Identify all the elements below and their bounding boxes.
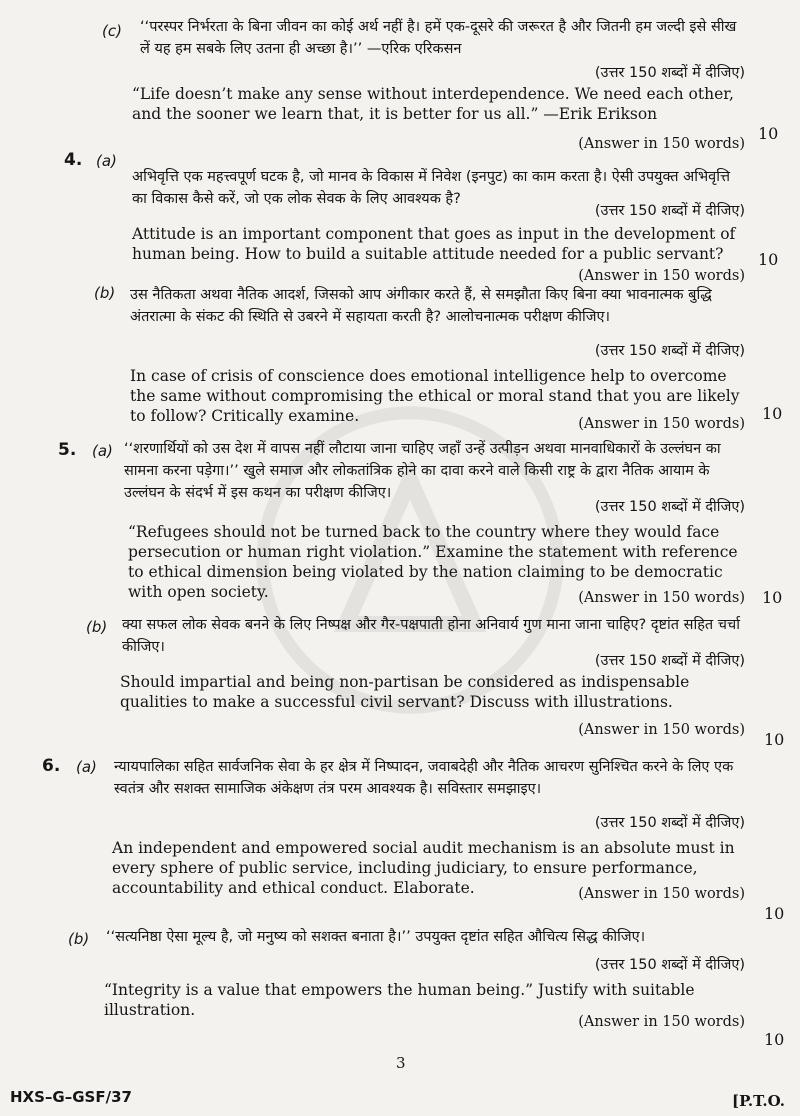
question-label: (a) <box>76 758 97 776</box>
question-hindi-text: उस नैतिकता अथवा नैतिक आदर्श, जिसको आप अंगीकार करते हैं, से समझौता किए बिना क्या भावनात्मक बुद्धि अंतरात्मा के संकट की स्थिति से उबरने में सहायता करती है? आलोचनात्मक परीक्षण कीजिए। <box>130 287 712 325</box>
paper-code: HXS–G–GSF/37 <box>10 1088 132 1106</box>
question-english-text: Should impartial and being non-partisan be considered as indispensable qualities to make a successful civil servant? Discuss with illustrations. <box>120 673 690 711</box>
english-answer-instruction: (Answer in 150 words) <box>578 886 745 902</box>
marks: 10 <box>764 730 785 749</box>
question-hindi-text: ‘‘शरणार्थियों को उस देश में वापस नहीं लौटाया जाना चाहिए जहाँ उन्हें उत्पीड़न अथवा मानवाधिकारों के उल्लंघन का सामना करना पड़ेगा।’’ खुले समाज और लोकतांत्रिक होने का दावा करने वाले किसी राष्ट्र के द्वारा नैतिक आयाम के उल्लंघन के संदर्भ में इस कथन का परीक्षण कीजिए। <box>124 441 721 501</box>
marks: 10 <box>758 124 779 143</box>
pto-marker: [P.T.O. <box>732 1092 785 1110</box>
question-label: (a) <box>96 152 117 170</box>
hindi-answer-instruction: (उत्तर 150 शब्दों में दीजिए) <box>594 499 745 515</box>
english-answer-instruction: (Answer in 150 words) <box>578 590 745 606</box>
english-answer-instruction: (Answer in 150 words) <box>578 416 745 432</box>
question-label: (a) <box>92 442 113 460</box>
question-number: 5. <box>58 440 77 460</box>
question-label: (b) <box>68 930 90 948</box>
question-english-text: In case of crisis of conscience does emotional intelligence help to overcome the same without compromising the ethical or moral stand that you are likely to follow? Critically examine. <box>130 367 740 425</box>
question-english-text: Attitude is an important component that goes as input in the development of human being. How to build a suitable attitude needed for a public servant? <box>132 225 736 263</box>
hindi-answer-instruction: (उत्तर 150 शब्दों में दीजिए) <box>594 653 745 669</box>
question-hindi-text: ‘‘सत्यनिष्ठा ऐसा मूल्य है, जो मनुष्य को सशक्त बनाता है।’’ उपयुक्त दृष्टांत सहित औचित्य सिद्ध कीजिए। <box>106 929 646 945</box>
hindi-answer-instruction: (उत्तर 150 शब्दों में दीजिए) <box>594 65 745 81</box>
question-english-text: “Refugees should not be turned back to the country where they would face persecution or human right violation.” Examine the statement with reference to ethical dimension being violated by the nation claiming to be democratic with open society. <box>128 523 738 601</box>
question-hindi-text: अभिवृत्ति एक महत्त्वपूर्ण घटक है, जो मानव के विकास में निवेश (इनपुट) का काम करता है। ऐसी उपयुक्त अभिवृत्ति का विकास कैसे करें, जो एक लोक सेवक के लिए आवश्यक है? <box>132 169 730 207</box>
question-label: (c) <box>102 22 122 40</box>
hindi-answer-instruction: (उत्तर 150 शब्दों में दीजिए) <box>594 815 745 831</box>
question-label: (b) <box>94 284 116 302</box>
hindi-answer-instruction: (उत्तर 150 शब्दों में दीजिए) <box>594 957 745 973</box>
english-answer-instruction: (Answer in 150 words) <box>578 1014 745 1030</box>
question-english-text: “Life doesn’t make any sense without interdependence. We need each other, and the sooner we learn that, it is better for us all.” —Erik Erikson <box>132 85 734 123</box>
english-answer-instruction: (Answer in 150 words) <box>578 268 745 284</box>
marks: 10 <box>764 904 785 923</box>
english-answer-instruction: (Answer in 150 words) <box>578 722 745 738</box>
question-hindi-text: क्या सफल लोक सेवक बनने के लिए निष्पक्ष और गैर-पक्षपाती होना अनिवार्य गुण माना जाना चाहिए? दृष्टांत सहित चर्चा कीजिए। <box>122 617 740 655</box>
question-hindi-text: न्यायपालिका सहित सार्वजनिक सेवा के हर क्षेत्र में निष्पादन, जवाबदेही और नैतिक आचरण सुनिश्चित करने के लिए एक स्वतंत्र और सशक्त सामाजिक अंकेक्षण तंत्र परम आवश्यक है। सविस्तार समझाइए। <box>114 759 734 797</box>
english-answer-instruction: (Answer in 150 words) <box>578 136 745 152</box>
marks: 10 <box>762 404 783 423</box>
question-english-text: “Integrity is a value that empowers the human being.” Justify with suitable illustration. <box>104 981 695 1019</box>
marks: 10 <box>764 1030 785 1049</box>
question-label: (b) <box>86 618 108 636</box>
hindi-answer-instruction: (उत्तर 150 शब्दों में दीजिए) <box>594 203 745 219</box>
marks: 10 <box>758 250 779 269</box>
question-number: 6. <box>42 756 61 776</box>
page-number: 3 <box>396 1054 406 1072</box>
marks: 10 <box>762 588 783 607</box>
question-number: 4. <box>64 150 83 170</box>
question-english-text: An independent and empowered social audit mechanism is an absolute must in every sphere of public service, including judiciary, to ensure performance, accountability and ethical conduct. Elaborate. <box>112 839 735 897</box>
hindi-answer-instruction: (उत्तर 150 शब्दों में दीजिए) <box>594 343 745 359</box>
question-hindi-text: ‘‘परस्पर निर्भरता के बिना जीवन का कोई अर्थ नहीं है। हमें एक-दूसरे की जरूरत है और जितनी हम जल्दी इसे सीख लें यह हम सबके लिए उतना ही अच्छा है।’’ —एरिक एरिकसन <box>140 19 737 57</box>
